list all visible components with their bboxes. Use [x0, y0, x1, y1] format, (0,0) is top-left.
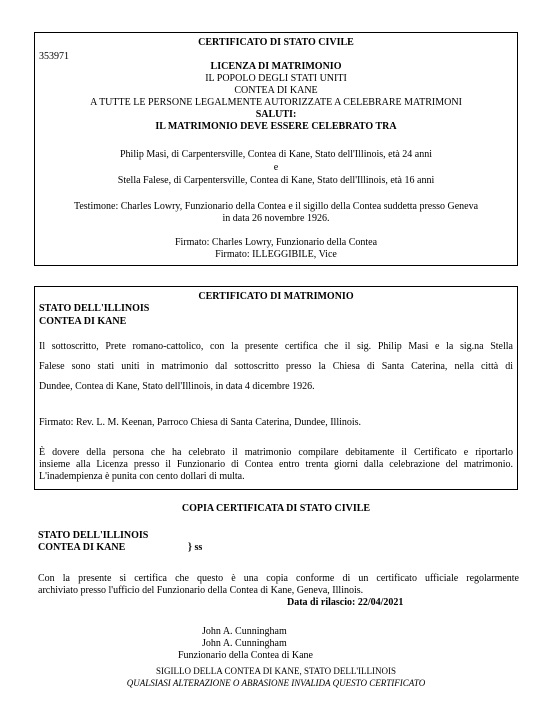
cert2-county: CONTEA DI KANE [39, 316, 127, 327]
groom-line: Philip Masi, di Carpentersville, Contea di Kane, Stato dell'Illinois, età 24 anni [119, 149, 433, 160]
witness-line-1: Testimone: Charles Lowry, Funzionario della Contea e il sigillo della Contea suddetta presso Geneva [73, 201, 479, 212]
copy-body-line-2: archiviato presso l'ufficio del Funzionario della Contea di Kane, Geneva, Illinois. [38, 585, 364, 596]
copy-ss: } ss [188, 542, 203, 553]
copy-title: COPIA CERTIFICATA DI STATO CIVILE [181, 503, 371, 514]
seal-line: SIGILLO DELLA CONTEA DI KANE, STATO DELL'ILLINOIS [156, 666, 396, 676]
cert2-body-line-3: Dundee, Contea di Kane, Stato dell'Illinois, in data 4 dicembre 1926. [39, 381, 315, 392]
signed-line-2: Firmato: ILLEGGIBILE, Vice [215, 249, 337, 260]
to-all-line: A TUTTE LE PERSONE LEGALMENTE AUTORIZZATE A CELEBRARE MATRIMONI [90, 97, 462, 108]
cert2-body-line-2: Falese sono stati uniti in matrimonio dal sottoscritto presso la Chiesa di Santa Caterina, nella città di [39, 361, 513, 372]
county-line: CONTEA DI KANE [234, 85, 318, 96]
signature-line-2: John A. Cunningham [202, 638, 287, 649]
alteration-warning: QUALSIASI ALTERAZIONE O ABRASIONE INVALIDA QUESTO CERTIFICATO [126, 678, 426, 688]
signature-line-1: John A. Cunningham [202, 626, 287, 637]
civil-status-certificate-box [34, 32, 518, 266]
greetings-line: SALUTI: [255, 109, 297, 120]
cert1-number: 353971 [39, 51, 69, 62]
issue-date: Data di rilascio: 22/04/2021 [287, 597, 404, 608]
bride-line: Stella Falese, di Carpentersville, Contea di Kane, Stato dell'Illinois, età 16 anni [117, 175, 435, 186]
signed-line-1: Firmato: Charles Lowry, Funzionario della Contea [174, 237, 378, 248]
cert2-duty-line-3: L'inadempienza è punita con cento dollari di multa. [39, 471, 245, 482]
people-line: IL POPOLO DEGLI STATI UNITI [205, 73, 347, 84]
cert2-state: STATO DELL'ILLINOIS [39, 303, 150, 314]
copy-body-line-1: Con la presente si certifica che questo è una copia conforme di un certificato ufficiale regolarmente [38, 573, 519, 584]
cert1-title: CERTIFICATO DI STATO CIVILE [198, 37, 354, 48]
copy-county: CONTEA DI KANE [38, 542, 126, 553]
marriage-certificate-box [34, 286, 518, 490]
cert2-duty-line-1: È dovere della persona che ha celebrato il matrimonio compilare debitamente il Certificato e riportarlo [39, 447, 513, 458]
copy-state: STATO DELL'ILLINOIS [38, 530, 149, 541]
witness-line-2: in data 26 novembre 1926. [222, 213, 330, 224]
license-title: LICENZA DI MATRIMONIO [210, 61, 342, 72]
signature-title: Funzionario della Contea di Kane [178, 650, 313, 661]
cert2-signed: Firmato: Rev. L. M. Keenan, Parroco Chiesa di Santa Caterina, Dundee, Illinois. [39, 417, 362, 428]
and-line: e [273, 162, 279, 173]
cert2-title: CERTIFICATO DI MATRIMONIO [198, 291, 354, 302]
cert2-duty-line-2: insieme alla Licenza presso il Funzionario di Contea entro trenta giorni dalla celebrazione del matrimonio. [39, 459, 513, 470]
cert2-body-line-1: Il sottoscritto, Prete romano-cattolico, con la presente certifica che il sig. Philip Masi e la sig.na Stella [39, 341, 513, 352]
must-be-line: IL MATRIMONIO DEVE ESSERE CELEBRATO TRA [155, 121, 397, 132]
